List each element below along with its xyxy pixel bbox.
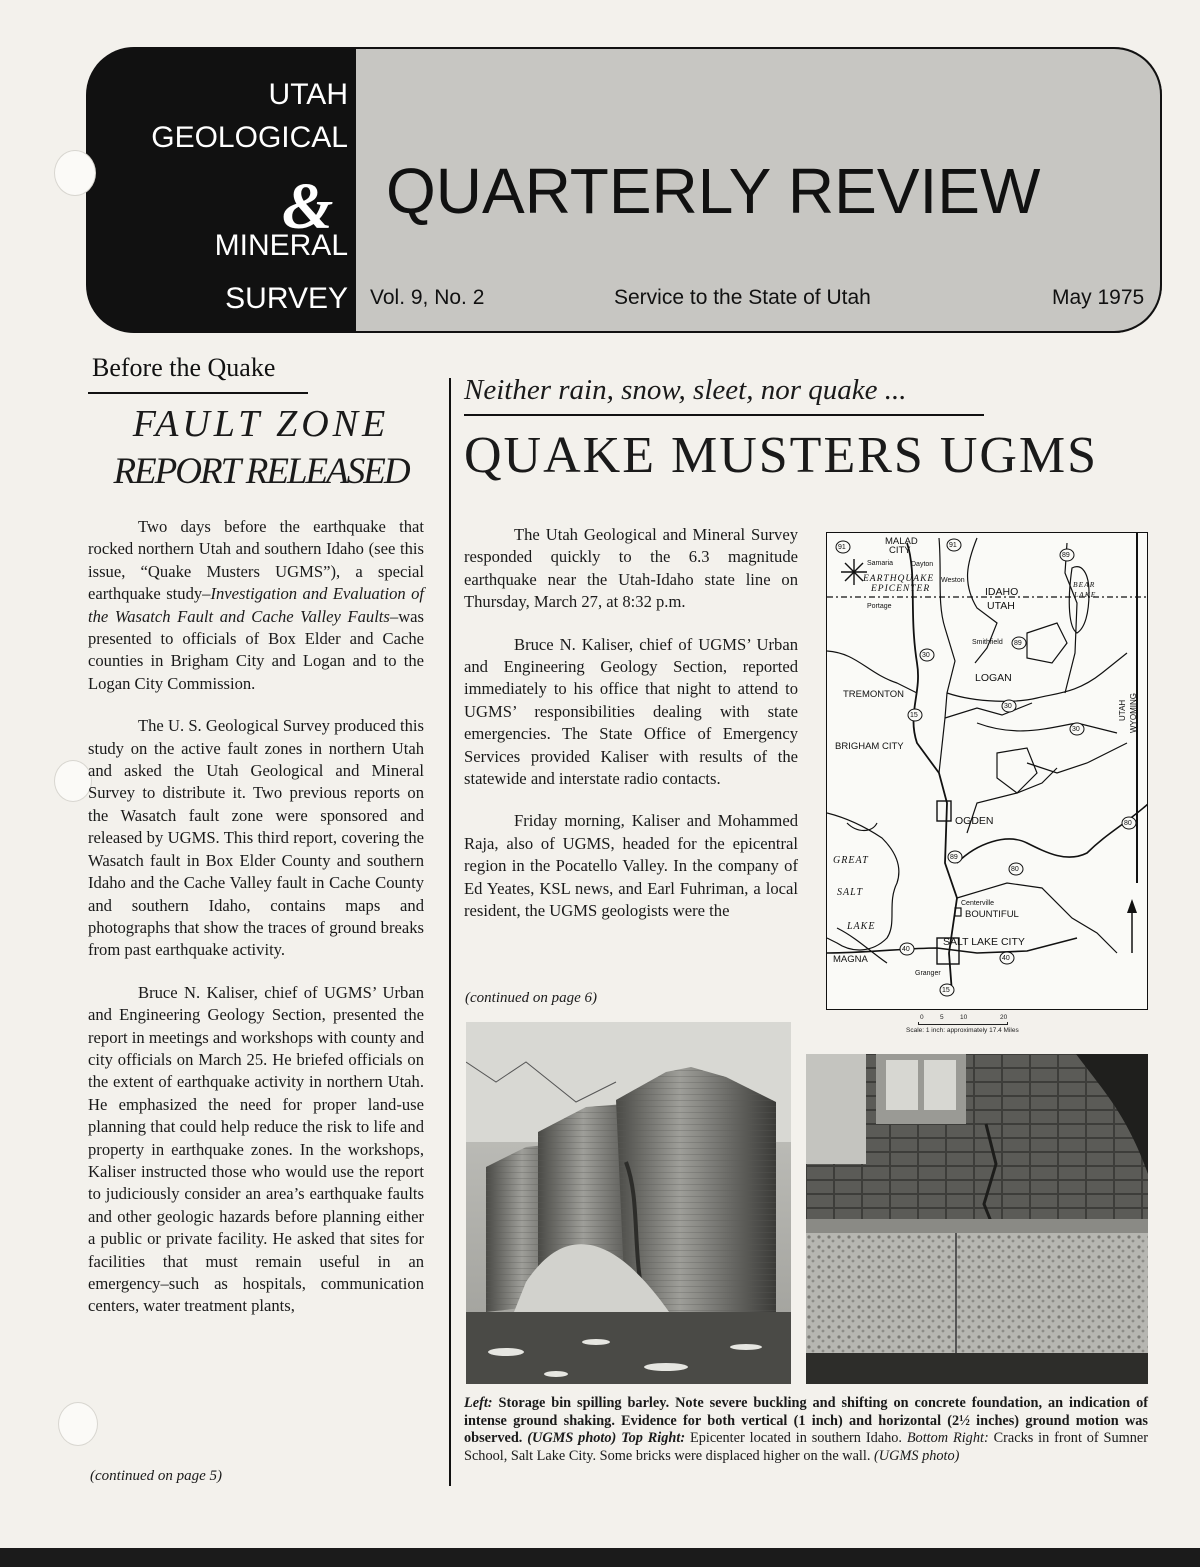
- ogden-box: [937, 801, 951, 821]
- column-divider: [449, 378, 451, 1486]
- route-label: 15: [910, 712, 918, 719]
- left-kicker: Before the Quake: [92, 353, 276, 382]
- right-kicker-underline: [464, 414, 984, 416]
- map-label-tremonton: TREMONTON: [843, 689, 905, 700]
- caption-credit: (UGMS photo): [527, 1430, 617, 1447]
- scale-tick: 10: [960, 1014, 968, 1021]
- photo-school-wall: [806, 1054, 1148, 1384]
- road: [1027, 743, 1127, 773]
- route-label: 30: [1072, 726, 1080, 733]
- volume-number: Vol. 9, No. 2: [370, 286, 485, 309]
- left-p1-text-end: –was presented to officials of Box Elder and Cache counties in Brigham City and Logan and to the Logan City Commission.: [88, 606, 424, 693]
- route-label: 80: [1011, 866, 1019, 873]
- route-label: 30: [922, 652, 930, 659]
- caption-left-label: Left:: [464, 1395, 493, 1411]
- road: [1065, 543, 1077, 693]
- photo-caption: [464, 1395, 1148, 1466]
- map-label-dayton: Dayton: [911, 561, 934, 568]
- route-label: 30: [1004, 703, 1012, 710]
- caption-bottom-right-label: Bottom Right:: [906, 1430, 989, 1447]
- interstate-80: [957, 803, 1148, 863]
- map-label-utah: UTAH: [987, 600, 1015, 612]
- map-label-magna: MAGNA: [833, 954, 868, 965]
- map-label-brigham-city: BRIGHAM CITY: [835, 741, 904, 752]
- map-label-epicenter: EPICENTER: [871, 584, 931, 594]
- left-headline-line2: REPORT RELEASED: [113, 451, 409, 492]
- route-label: 80: [1124, 820, 1132, 827]
- route-label: 15: [942, 987, 950, 994]
- right-headline: QUAKE MUSTERS UGMS: [464, 427, 1099, 484]
- map-label-city: CITY: [889, 545, 911, 556]
- map-label-idaho: IDAHO: [985, 586, 1019, 598]
- route-label: 89: [1014, 640, 1022, 647]
- map-label-centerville: Centerville: [961, 900, 995, 907]
- route-label: 91: [838, 544, 846, 551]
- scan-edge: [0, 1548, 1200, 1567]
- epicenter-map: [826, 532, 1148, 1010]
- scale-bar: [918, 1022, 1008, 1025]
- left-paragraph-1: [88, 516, 424, 695]
- right-kicker: Neither rain, snow, sleet, nor quake ...: [464, 374, 907, 406]
- map-label-malad: MALAD: [885, 536, 918, 547]
- masthead: [86, 47, 1162, 333]
- tagline: Service to the State of Utah: [614, 286, 871, 309]
- org-line-utah: UTAH: [268, 78, 348, 111]
- map-label-smithfield: Smithfield: [972, 639, 1003, 646]
- left-article-body: [88, 516, 424, 1338]
- left-continued-note: (continued on page 5): [90, 1468, 223, 1484]
- route-label: 89: [1062, 552, 1070, 559]
- road: [827, 651, 917, 693]
- punch-hole: [54, 150, 96, 196]
- map-label-great: GREAT: [833, 855, 869, 866]
- map-label-salt: SALT: [837, 887, 864, 898]
- map-label-wyoming-vertical: WYOMING: [1129, 693, 1138, 733]
- storage-bins-image: [466, 1022, 791, 1384]
- map-label-bountiful: BOUNTIFUL: [965, 909, 1019, 920]
- scale-note: Scale: 1 inch: approximately 17.4 Miles: [906, 1027, 1019, 1034]
- org-line-geological: [151, 123, 348, 153]
- map-label-ogden: OGDEN: [955, 815, 994, 827]
- right-continued-note: (continued on page 6): [465, 990, 598, 1006]
- road: [977, 723, 1117, 733]
- caption-left-text: Storage bin spilling barley. Note severe buckling and shifting on concrete foundation, an indication of intense ground shaking. Evidence for both vertical (1 inch) and horizontal (2½ inches) ground motion was observed.: [464, 1395, 1148, 1447]
- right-article-body: [464, 524, 798, 943]
- left-headline-line1: FAULT ZONE: [132, 403, 390, 445]
- route-label: 89: [950, 854, 958, 861]
- north-arrow-icon: [1127, 899, 1137, 953]
- terrain: [1027, 623, 1067, 663]
- route-label: 40: [902, 946, 910, 953]
- map-label-portage: Portage: [867, 603, 892, 610]
- map-label-lake: LAKE: [847, 921, 876, 932]
- road: [945, 703, 1032, 718]
- map-scale: [830, 1014, 1130, 1034]
- kicker-underline: [88, 392, 308, 394]
- scale-tick: 5: [940, 1014, 944, 1021]
- org-line-geological-text: GEOLOGIC: [151, 121, 312, 154]
- road: [939, 538, 955, 773]
- right-paragraph-2: Bruce N. Kaliser, chief of UGMS’ Urban and Engineering Geology Section, reported immediately to his office that night to attend to UGMS’ responsibilities dealing with state emergencies. The State Office of Emergency Services provided Kaliser with results of the statewide and interstate radio contacts.: [464, 634, 798, 789]
- left-paragraph-2: The U. S. Geological Survey produced this study on the active fault zones in northern Utah and asked the Utah Geological and Mineral Survey to distribute it. Two previous reports on the Wasatch fault zone were sponsored and released by UGMS. This third report, covering the Wasatch fault in Box Elder County and southern Idaho and the Cache Valley fault in Cache County and southern Idaho, contains maps and photographs that show the traces of ground breaks from past earthquake activity.: [88, 716, 424, 960]
- map-label-weston: Weston: [941, 577, 965, 584]
- route-label: 40: [1002, 955, 1010, 962]
- terrain: [997, 748, 1037, 793]
- punch-hole: [54, 760, 92, 802]
- left-p1-text: Two days before the earthquake that rocked northern Utah and southern Idaho (see this issue, “Quake Musters UGMS”), a special earthquake study–: [88, 517, 424, 604]
- scale-tick: 0: [920, 1014, 924, 1021]
- map-label-bear-lake: LAKE: [1074, 590, 1097, 599]
- scale-tick: 20: [1000, 1014, 1008, 1021]
- issue-date: May 1975: [1052, 286, 1145, 309]
- caption-credit: (UGMS photo): [874, 1448, 960, 1465]
- right-paragraph-1: The Utah Geological and Mineral Survey responded quickly to the 6.3 magnitude earthquake near the Utah-Idaho state line on Thursday, March 27, at 8:32 p.m.: [464, 525, 798, 612]
- map-label-salt-lake-city: SALT LAKE CITY: [943, 936, 1025, 948]
- map-label-bear: BEAR: [1073, 580, 1096, 589]
- publication-title: QUARTERLY REVIEW: [386, 155, 1041, 227]
- org-line-survey: SURVEY: [225, 282, 348, 315]
- caption-top-right-label: Top Right:: [616, 1430, 686, 1447]
- ampersand-logo: &: [282, 170, 334, 243]
- photo-storage-bins: [466, 1022, 791, 1384]
- interstate-15: [907, 543, 957, 993]
- right-paragraph-3: Friday morning, Kaliser and Mohammed Raja, also of UGMS, headed for the epicentral region in the Pocatello Valley. In the company of Ed Yeates, KSL news, and Earl Fuhriman, a local resident, the UGMS geologists were the: [464, 811, 798, 921]
- left-paragraph-3: Bruce N. Kaliser, chief of UGMS’ Urban and Engineering Geology Section, presented the report in meetings and workshops with county and city officials on March 25. He briefed officials on the extent of earthquake activity in northern Utah. He emphasized the need for proper land-use planning that could help reduce the risk to life and property in earthquake zones. In the workshops, Kaliser instructed those who would use the report to judiciously consider an area’s earthquake faults and other geologic hazards before planning either a public or private facility. He asked that sites for facilities that must remain useful in an emergency–such as hospitals, communication centers, water treatment plants,: [88, 982, 424, 1316]
- school-wall-image: [806, 1054, 1148, 1384]
- map-label-earthquake: EARTHQUAKE: [863, 574, 935, 584]
- punch-hole: [58, 1402, 98, 1446]
- scale-ticks: [830, 1014, 1130, 1022]
- caption-top-right-text: Epicenter located in southern Idaho.: [685, 1430, 907, 1447]
- map-label-utah-vertical: UTAH: [1118, 699, 1127, 721]
- route-label: 91: [949, 542, 957, 549]
- org-line-geological-tail: AL: [311, 121, 348, 154]
- bear-lake: [1069, 567, 1089, 633]
- map-label-samaria: Samaria: [867, 560, 894, 567]
- report-title: Investigation and Evaluation of the Wasatch Fault and Cache Valley Faults: [88, 584, 424, 626]
- org-line-mineral: MINERAL: [214, 229, 348, 262]
- map-label-granger: Granger: [915, 970, 941, 977]
- map-label-logan: LOGAN: [975, 672, 1012, 684]
- caption-bottom-right-text: Cracks in front of Sumner School, Salt Lake City. Some bricks were displaced higher on the wall.: [464, 1430, 1149, 1465]
